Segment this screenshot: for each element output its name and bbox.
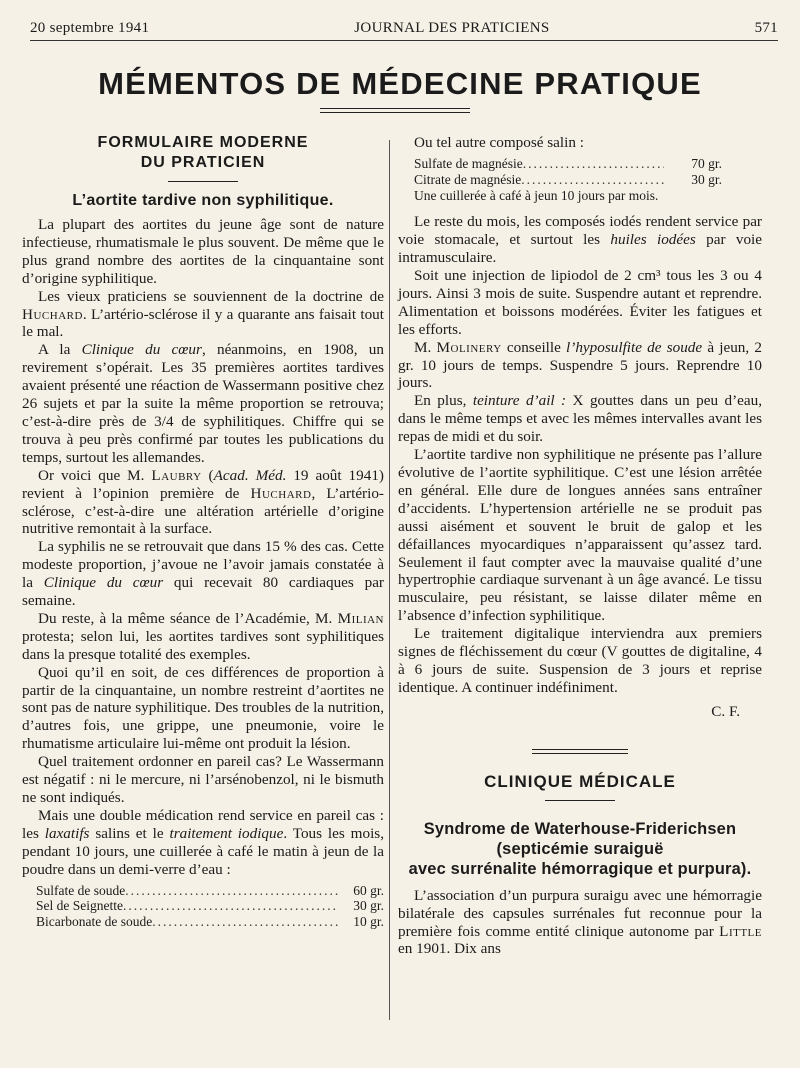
section-heading-clinique: CLINIQUE MÉDICALE	[484, 771, 676, 791]
header-journal-name: JOURNAL DES PRATICIENS	[354, 19, 550, 36]
paragraph: A la Clinique du cœur, néanmoins, en 1908, un revirement s’opérait. Les 35 premières aortites tardives avaient présenté une réaction de Wassermann positive chez 26 sujets et par la suite la même proportion se retrouva; c’est-à-dire près de 3/4 de syphilitiques. Chiffre qui se trouva à peu près confirmé par toutes les publications du temps, surtout les allemandes.	[22, 341, 384, 466]
paragraph: En plus, teinture d’ail : X gouttes dans un peu d’eau, dans le même temps et avec les mêmes intervalles avant les repas de midi et du soir.	[398, 392, 762, 446]
author-name: Milian	[337, 609, 384, 627]
article-title-waterhouse	[398, 819, 762, 879]
paragraph: M. Molinery conseille l’hyposulfite de soude à jeun, 2 gr. 10 jours de temps. Suspendre 5 jours. Reprendre 10 jours.	[398, 338, 762, 392]
author-name: Molinery	[436, 338, 502, 356]
paragraph: Mais une double médication rend service en pareil cas : les laxatifs salins et le traitement iodique. Tous les mois, pendant 10 jours, une cuillerée à café le matin à jeun de la poudre dans un demi-verre d’eau :	[22, 806, 385, 878]
left-column	[22, 130, 384, 932]
column-divider	[389, 140, 390, 1020]
formula-row: Bicarbonate de soude ..... 10 gr.	[36, 914, 384, 930]
author-name: Huchard	[250, 484, 312, 502]
paragraph: La plupart des aortites du jeune âge sont de nature infectieuse, rhumatismale le plus souvent. De même que le plus grand nombre des aortites de la cinquantaine sont d’origine syphilitique.	[22, 216, 384, 287]
section-heading-formulaire	[22, 133, 384, 173]
paragraph: Quoi qu’il en soit, de ces différences de proportion à partir de la cinquantaine, un nombre restreint d’aortites ne sont pas de nature syphilitique. Des troubles de la nutrition, d’autres fois, une grippe, une pneumonie, voire le rhumatisme articulaire lui-même ont produit la lésion.	[22, 663, 384, 753]
running-header	[30, 16, 778, 41]
header-date: 20 septembre 1941	[30, 19, 150, 36]
paragraph: L’aortite tardive non syphilitique ne présente pas l’allure évolutive de l’aortite syphilitique. C’est une lésion arrêtée en général. Elle dure de longues années sans entraîner d’accidents. L’hypertension artérielle ne se produit pas aussi aisément et souvent le bruit de galop et les défaillances myocardiques n’apparaissent qu’assez tard. Seulement il faut compter avec la mauvaise qualité d’une hypertrophie cardiaque survenant à un âge avancé. Le tissu musculaire, peu résistant, se laisse dilater même en l’absence d’infection syphilitique.	[398, 446, 762, 625]
section-rule	[168, 181, 238, 182]
italic-term: l’hyposulfite de soude	[566, 338, 703, 356]
italic-reference: Acad. Méd.	[213, 466, 287, 484]
page-main-title: MÉMENTOS DE MÉDECINE PRATIQUE	[98, 66, 702, 101]
article-title-aortite: L’aortite tardive non syphilitique.	[72, 192, 334, 209]
prescription-formula-left	[22, 883, 384, 930]
italic-term: traitement iodique	[169, 824, 284, 842]
paragraph: L’association d’un purpura suraigu avec une hémorragie bilatérale des capsules surrénales fut reconnue pour la première fois comme entité clinique autonome par Little en 1901. Dix ans	[398, 886, 762, 958]
italic-term: teinture d’ail :	[472, 392, 567, 410]
paragraph: Soit une injection de lipiodol de 2 cm³ tous les 3 ou 4 jours. Ainsi 3 mois de suite. Suspendre autant et reprendre. Alimentation et boissons modérées. Éviter les fatigues et les efforts.	[398, 267, 762, 338]
formula-row: Sulfate de magnésie ..... 70 gr.	[414, 156, 722, 172]
section-rule	[545, 800, 615, 801]
paragraph: Quel traitement ordonner en pareil cas? Le Wassermann est négatif : ni le mercure, ni l’arsénobenzol, ni le bismuth ne sont indiqués.	[22, 753, 384, 806]
right-column	[398, 130, 762, 958]
article-title-line: Syndrome de Waterhouse-Friderichsen	[423, 819, 737, 838]
paragraph: La syphilis ne se retrouvait que dans 15 % des cas. Cette modeste proportion, j’avoue ne l’avoir jamais constatée à la Clinique du cœur qui recevait 80 cardiaques par semaine.	[22, 538, 384, 610]
paragraph: Le reste du mois, les composés iodés rendent service par voie stomacale, et surtout les huiles iodées par voie intramusculaire.	[398, 213, 763, 267]
formula-row: Sel de Seignette ..... 30 gr.	[36, 898, 384, 914]
formula-usage: Une cuillerée à café à jeun 10 jours par mois.	[414, 187, 659, 203]
article-title-line: avec surrénalite hémorragique et purpura).	[408, 859, 752, 878]
author-name: Little	[719, 922, 762, 940]
italic-reference: Clinique du cœur	[81, 341, 202, 359]
title-double-rule	[320, 108, 470, 113]
formula-row: Citrate de magnésie ..... 30 gr.	[414, 172, 722, 188]
paragraph: Ou tel autre composé salin :	[414, 134, 584, 151]
italic-term: laxatifs	[44, 824, 90, 842]
italic-reference: Clinique du cœur	[43, 574, 164, 592]
italic-term: huiles iodées	[610, 231, 696, 249]
article-title-line: (septicémie suraiguë	[496, 839, 664, 858]
paragraph: Les vieux praticiens se souviennent de la doctrine de Huchard. L’artério-sclérose il y a quarante ans faisait tout le mal.	[22, 287, 384, 341]
section-heading-line: FORMULAIRE MODERNE	[97, 134, 309, 151]
paragraph: Or voici que M. Laubry (Acad. Méd. 19 août 1941) revient à l’opinion première de Huchard, L’artério-sclérose, c’est-à-dire une altération artérielle d’origine nutritive remontait à la surface.	[22, 466, 384, 538]
author-name: Huchard	[22, 305, 83, 323]
section-double-rule	[532, 749, 628, 754]
paragraph: Le traitement digitalique interviendra aux premiers signes de fléchissement du cœur (V gouttes de digitaline, 4 à 6 jours de suite. Suspension de 3 jours et reprise identique. A continuer indéfiniment.	[398, 625, 762, 696]
formula-row: Sulfate de soude ..... 60 gr.	[36, 883, 384, 899]
section-heading-line: DU PRATICIEN	[140, 154, 266, 171]
header-page-number: 571	[754, 19, 778, 36]
author-signature: C. F.	[711, 702, 740, 720]
prescription-formula-right	[398, 156, 762, 203]
paragraph: Du reste, à la même séance de l’Académie, M. Milian protesta; selon lui, les aortites tardives sont syphilitiques dans la presque totalité des exemples.	[22, 609, 384, 663]
author-name: Laubry	[151, 466, 202, 484]
